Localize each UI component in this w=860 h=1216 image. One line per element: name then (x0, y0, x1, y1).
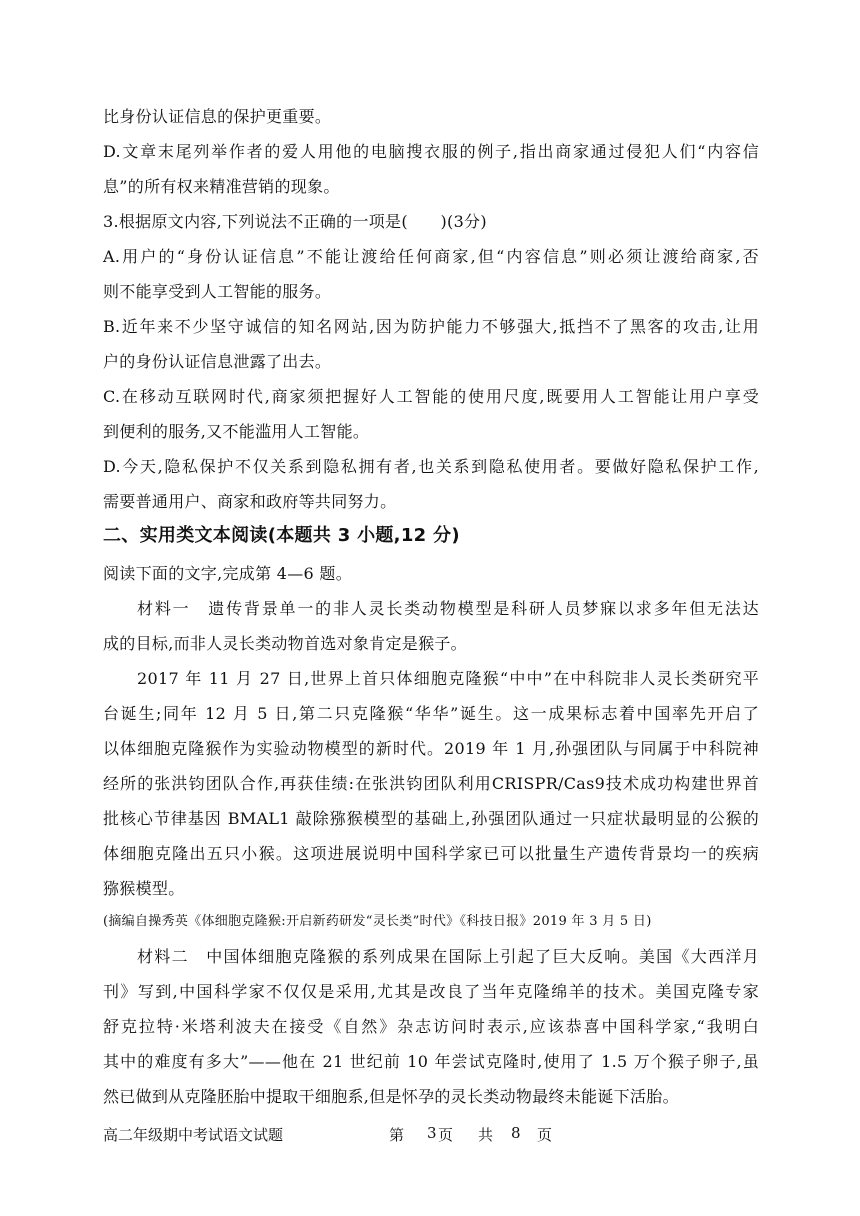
section-heading: 二、实用类文本阅读(本题共 3 小题,12 分) (103, 525, 460, 546)
footer-page-gong: 共 (478, 1126, 494, 1144)
text-line: 刊》写到,中国科学家不仅仅是采用,尤其是改良了当年克隆绵羊的技术。美国克隆专家 (103, 982, 759, 1001)
text-line: 息”的所有权来精准营销的现象。 (103, 177, 340, 196)
text-line: 猕猴模型。 (103, 879, 185, 898)
option-b-line: B.近年来不少坚守诚信的知名网站,因为防护能力不够强大,抵挡不了黑客的攻击,让用 (103, 317, 759, 336)
text-line: 批核心节律基因 BMAL1 敲除猕猴模型的基础上,孙强团队通过一只症状最明显的公猴的 (103, 809, 759, 828)
text-line: 成的目标,而非人灵长类动物首选对象肯定是猴子。 (103, 634, 467, 653)
footer-page-ye: 页 (438, 1126, 454, 1144)
material-2-line: 材料二 中国体细胞克隆猴的系列成果在国际上引起了巨大反响。美国《大西洋月 (137, 947, 759, 966)
material-1-line: 材料一 遗传背景单一的非人灵长类动物模型是科研人员梦寐以求多年但无法达 (137, 599, 759, 618)
text-line: 其中的难度有多大”——他在 21 世纪前 10 年尝试克隆时,使用了 1.5 万个猴子卵子,虽 (103, 1052, 759, 1071)
footer-page-di: 第 (389, 1126, 405, 1144)
text-line: 台诞生;同年 12 月 5 日,第二只克隆猴“华华”诞生。这一成果标志着中国率先开启了 (103, 704, 759, 723)
paragraph-line: 2017 年 11 月 27 日,世界上首只体细胞克隆猴“中中”在中科院非人灵长类研究平 (137, 669, 759, 688)
option-d-line: D.文章末尾列举作者的爱人用他的电脑搜衣服的例子,指出商家通过侵犯人们“内容信 (103, 142, 759, 161)
text-line: 舒克拉特·米塔利波夫在接受《自然》杂志访问时表示,应该恭喜中国科学家,“我明白 (103, 1017, 759, 1036)
footer-exam-title: 高二年级期中考试语文试题 (103, 1126, 284, 1144)
source-citation: (摘编自操秀英《体细胞克隆猴:开启新药研发“灵长类”时代》《科技日报》2019 年 3 月 5 日) (103, 914, 652, 929)
text-line: 比身份认证信息的保护更重要。 (103, 107, 332, 126)
option-c-line: C.在移动互联网时代,商家须把握好人工智能的使用尺度,既要用人工智能让用户享受 (103, 387, 759, 406)
text-line: 到便利的服务,又不能滥用人工智能。 (103, 422, 370, 441)
option-d-line: D.今天,隐私保护不仅关系到隐私拥有者,也关系到隐私使用者。要做好隐私保护工作, (103, 457, 759, 476)
text-line: 经所的张洪钧团队合作,再获佳绩:在张洪钧团队利用CRISPR/Cas9技术成功构建世界首 (103, 774, 759, 793)
footer-page-total: 8 (511, 1124, 521, 1142)
footer-page-ye: 页 (537, 1126, 553, 1144)
text-line: 户的身份认证信息泄露了出去。 (103, 352, 332, 371)
text-line: 然已做到从克隆胚胎中提取干细胞系,但是怀孕的灵长类动物最终未能诞下活胎。 (103, 1087, 679, 1106)
text-line: 则不能享受到人工智能的服务。 (103, 282, 332, 301)
text-line: 以体细胞克隆猴作为实验动物模型的新时代。2019 年 1 月,孙强团队与同属于中科院神 (103, 739, 759, 758)
text-line: 体细胞克隆出五只小猴。这项进展说明中国科学家已可以批量生产遗传背景均一的疾病 (103, 844, 759, 863)
question-3: 3.根据原文内容,下列说法不正确的一项是( )(3分) (103, 212, 487, 231)
text-line: 需要普通用户、商家和政府等共同努力。 (103, 492, 397, 511)
instruction-line: 阅读下面的文字,完成第 4—6 题。 (103, 564, 353, 583)
footer-page-current: 3 (427, 1124, 437, 1142)
option-a-line: A.用户的“身份认证信息”不能让渡给任何商家,但“内容信息”则必须让渡给商家,否 (103, 247, 759, 266)
